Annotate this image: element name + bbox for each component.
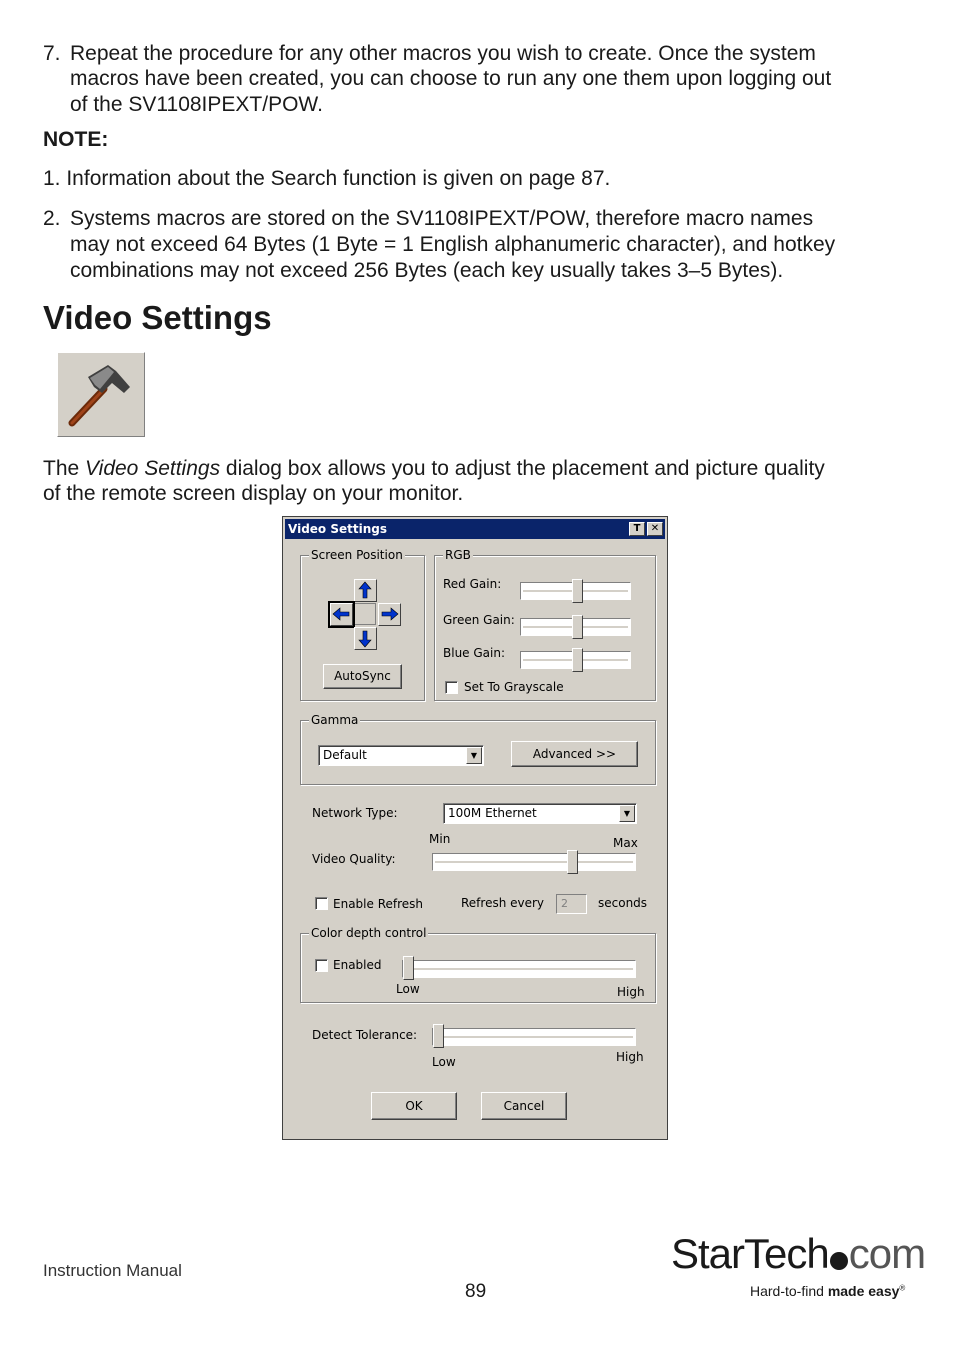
video-settings-dialog — [282, 516, 668, 1140]
tolerance-low-label: Low — [432, 1055, 456, 1069]
move-right-button[interactable] — [378, 603, 401, 626]
network-type-label: Network Type: — [312, 806, 398, 820]
note-2-number: 2. — [43, 207, 61, 230]
section-title: Video Settings — [43, 299, 272, 336]
color-depth-title: Color depth control — [311, 926, 427, 940]
dialog-title: Video Settings — [288, 522, 387, 536]
color-depth-low-label: Low — [396, 982, 420, 996]
enable-refresh-checkbox[interactable] — [315, 897, 328, 910]
arrow-up-icon — [355, 580, 376, 601]
color-depth-enabled-label: Enabled — [333, 958, 382, 972]
startech-logo — [671, 1230, 925, 1278]
item-7-line-2: macros have been created, you can choose to run any one them upon logging out — [70, 67, 832, 90]
gamma-value: Default — [323, 748, 367, 762]
intro-line-1 — [43, 456, 825, 482]
move-up-button[interactable] — [354, 579, 377, 602]
intro-line-2: of the remote screen display on your monitor. — [43, 482, 464, 505]
color-depth-group — [300, 926, 656, 1003]
detect-tolerance-label: Detect Tolerance: — [312, 1028, 418, 1042]
green-gain-label: Green Gain: — [443, 613, 515, 627]
video-quality-label: Video Quality: — [312, 852, 396, 866]
logo-brand: StarTech — [671, 1230, 829, 1277]
advanced-button[interactable]: Advanced >> — [511, 741, 638, 767]
gamma-group — [300, 713, 656, 785]
note-2-line-2: may not exceed 64 Bytes (1 Byte = 1 English alphanumeric character), and hotkey — [70, 233, 836, 256]
rgb-group — [434, 548, 656, 701]
tagline-registered: ® — [899, 1283, 906, 1293]
red-gain-label: Red Gain: — [443, 577, 502, 591]
autosync-button[interactable]: AutoSync — [323, 664, 402, 689]
item-7-line-3: of the SV1108IPEXT/POW. — [70, 93, 323, 116]
move-down-button[interactable] — [354, 627, 377, 650]
intro-text-b: dialog box allows you to adjust the placement and picture quality — [220, 457, 825, 480]
detect-tolerance-slider[interactable] — [432, 1028, 636, 1046]
refresh-every-label: Refresh every — [461, 896, 545, 910]
tolerance-high-label: High — [616, 1050, 644, 1064]
arrow-down-icon — [355, 628, 376, 649]
pin-button[interactable]: T — [629, 522, 645, 536]
gamma-select[interactable] — [318, 745, 484, 766]
video-quality-slider[interactable] — [432, 853, 636, 871]
color-depth-high-label: High — [617, 985, 645, 999]
tagline-a: Hard-to-find — [750, 1283, 828, 1299]
screen-position-title: Screen Position — [311, 548, 403, 562]
footer-manual-label: Instruction Manual — [43, 1261, 182, 1280]
chevron-down-icon[interactable]: ▼ — [619, 805, 635, 822]
green-gain-thumb[interactable] — [572, 615, 583, 639]
intro-text-a: The — [43, 457, 86, 480]
detect-tolerance-thumb[interactable] — [433, 1024, 444, 1048]
item-7-line-1: Repeat the procedure for any other macros you wish to create. Once the system — [70, 42, 816, 65]
arrow-right-icon — [379, 604, 400, 625]
rgb-title: RGB — [445, 548, 471, 562]
red-gain-thumb[interactable] — [572, 579, 583, 603]
grayscale-label: Set To Grayscale — [464, 680, 564, 694]
video-settings-hammer-icon — [57, 352, 145, 437]
blue-gain-thumb[interactable] — [572, 648, 583, 672]
video-quality-thumb[interactable] — [567, 850, 578, 874]
intro-emphasis: Video Settings — [85, 457, 221, 480]
tagline-b: made easy — [827, 1283, 900, 1299]
page-number: 89 — [465, 1281, 487, 1302]
ok-button[interactable]: OK — [371, 1092, 457, 1120]
logo-suffix: com — [848, 1230, 926, 1277]
position-center — [354, 603, 376, 625]
refresh-interval-input[interactable]: 2 — [556, 894, 587, 914]
enable-refresh-label: Enable Refresh — [333, 897, 424, 911]
gamma-title: Gamma — [311, 713, 359, 727]
note-2-line-3: combinations may not exceed 256 Bytes (each key usually takes 3–5 Bytes). — [70, 259, 784, 282]
item-7-number: 7. — [43, 42, 61, 65]
blue-gain-label: Blue Gain: — [443, 646, 506, 660]
tagline — [750, 1283, 905, 1299]
seconds-label: seconds — [598, 896, 648, 910]
color-depth-slider[interactable] — [402, 960, 636, 978]
color-depth-thumb[interactable] — [403, 956, 414, 980]
note-2-line-1: Systems macros are stored on the SV1108IPEXT/POW, therefore macro names — [70, 207, 814, 230]
cancel-button[interactable]: Cancel — [481, 1092, 567, 1120]
move-left-button[interactable] — [330, 603, 353, 626]
chevron-down-icon[interactable]: ▼ — [466, 747, 482, 764]
network-type-select[interactable] — [443, 803, 637, 824]
grayscale-checkbox[interactable] — [445, 681, 458, 694]
network-type-value: 100M Ethernet — [448, 806, 537, 820]
arrow-left-icon — [331, 604, 352, 625]
quality-min-label: Min — [429, 832, 451, 846]
note-heading: NOTE: — [43, 128, 109, 151]
color-depth-enabled-checkbox[interactable] — [315, 959, 328, 972]
dialog-titlebar[interactable] — [285, 519, 665, 539]
quality-max-label: Max — [613, 836, 638, 850]
logo-dot-icon — [830, 1252, 848, 1270]
screen-position-group — [300, 548, 425, 701]
note-1: 1. Information about the Search function is given on page 87. — [43, 167, 611, 190]
close-button[interactable]: ✕ — [647, 522, 663, 536]
